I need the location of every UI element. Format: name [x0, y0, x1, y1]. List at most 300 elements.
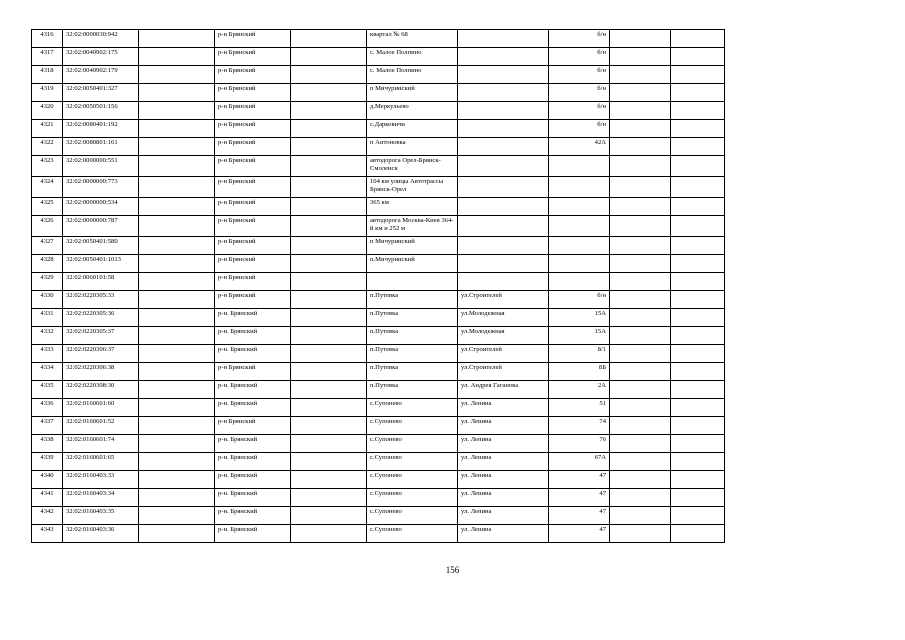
table-row	[32, 327, 725, 345]
blank-cell	[291, 327, 367, 345]
table-row	[32, 48, 725, 66]
district-cell: р-н Брянский	[215, 255, 291, 273]
table-row	[32, 291, 725, 309]
cadastral-number-cell: 32:02:0050401:1013	[63, 255, 139, 273]
row-number-cell: 4329	[32, 273, 63, 291]
street-cell: ул.Строителей	[458, 291, 549, 309]
blank-cell	[610, 273, 671, 291]
street-cell: ул. Андрея Гаганова	[458, 381, 549, 399]
house-number-cell	[549, 273, 610, 291]
blank-cell	[139, 48, 215, 66]
locality-cell: с.Супонево	[367, 435, 458, 453]
locality-cell: с.Супонево	[367, 453, 458, 471]
house-number-cell	[549, 198, 610, 216]
cadastral-number-cell: 32:02:0160601:52	[63, 417, 139, 435]
row-number-cell: 4318	[32, 66, 63, 84]
cadastral-number-cell: 32:02:0220308:30	[63, 381, 139, 399]
table-row	[32, 309, 725, 327]
blank-cell	[671, 177, 725, 198]
table-row	[32, 381, 725, 399]
district-cell: р-н Брянский	[215, 84, 291, 102]
cadastral-number-cell: 32:02:0220305:36	[63, 309, 139, 327]
blank-cell	[139, 177, 215, 198]
district-cell: р-н. Брянский	[215, 471, 291, 489]
row-number-cell: 4322	[32, 138, 63, 156]
house-number-cell: 15А	[549, 309, 610, 327]
blank-cell	[139, 309, 215, 327]
street-cell	[458, 66, 549, 84]
blank-cell	[671, 327, 725, 345]
blank-cell	[671, 291, 725, 309]
blank-cell	[139, 489, 215, 507]
house-number-cell: б/н	[549, 84, 610, 102]
blank-cell	[291, 255, 367, 273]
blank-cell	[671, 84, 725, 102]
blank-cell	[139, 471, 215, 489]
locality-cell: с.Супонево	[367, 399, 458, 417]
district-cell: р-н. Брянский	[215, 345, 291, 363]
row-number-cell: 4334	[32, 363, 63, 381]
district-cell: р-н Брянский	[215, 363, 291, 381]
house-number-cell	[549, 156, 610, 177]
house-number-cell: б/н	[549, 66, 610, 84]
table-row	[32, 177, 725, 198]
blank-cell	[610, 471, 671, 489]
house-number-cell: 47	[549, 471, 610, 489]
blank-cell	[610, 177, 671, 198]
table-row	[32, 399, 725, 417]
house-number-cell	[549, 216, 610, 237]
blank-cell	[610, 525, 671, 543]
table-row	[32, 138, 725, 156]
row-number-cell: 4339	[32, 453, 63, 471]
blank-cell	[139, 525, 215, 543]
house-number-cell: б/н	[549, 102, 610, 120]
row-number-cell: 4327	[32, 237, 63, 255]
blank-cell	[291, 309, 367, 327]
row-number-cell: 4324	[32, 177, 63, 198]
blank-cell	[610, 48, 671, 66]
district-cell: р-н. Брянский	[215, 381, 291, 399]
locality-cell: с.Супонево	[367, 525, 458, 543]
house-number-cell: 47	[549, 507, 610, 525]
blank-cell	[291, 399, 367, 417]
locality-cell: п Мичуринский	[367, 237, 458, 255]
row-number-cell: 4340	[32, 471, 63, 489]
house-number-cell: 74	[549, 417, 610, 435]
cadastral-number-cell: 32:02:0050501:156	[63, 102, 139, 120]
blank-cell	[610, 156, 671, 177]
district-cell: р-н. Брянский	[215, 453, 291, 471]
street-cell	[458, 216, 549, 237]
district-cell: р-н Брянский	[215, 291, 291, 309]
blank-cell	[291, 84, 367, 102]
blank-cell	[291, 156, 367, 177]
table-row	[32, 453, 725, 471]
row-number-cell: 4337	[32, 417, 63, 435]
street-cell	[458, 156, 549, 177]
street-cell: ул.Строителей	[458, 363, 549, 381]
locality-cell: п Мичуринский	[367, 84, 458, 102]
house-number-cell: б/н	[549, 48, 610, 66]
district-cell: р-н. Брянский	[215, 435, 291, 453]
blank-cell	[610, 309, 671, 327]
blank-cell	[671, 216, 725, 237]
cadastral-number-cell: 32:02:0060101:58	[63, 273, 139, 291]
blank-cell	[291, 471, 367, 489]
street-cell: ул. Ленина	[458, 435, 549, 453]
blank-cell	[291, 453, 367, 471]
district-cell: р-н. Брянский	[215, 489, 291, 507]
locality-cell: с.Супонево	[367, 507, 458, 525]
blank-cell	[291, 48, 367, 66]
street-cell: ул. Ленина	[458, 453, 549, 471]
cadastral-number-cell: 32:02:0220306:37	[63, 345, 139, 363]
locality-cell: п.Путевка	[367, 381, 458, 399]
blank-cell	[610, 417, 671, 435]
table-row	[32, 120, 725, 138]
table-row	[32, 507, 725, 525]
district-cell: р-н. Брянский	[215, 525, 291, 543]
row-number-cell: 4323	[32, 156, 63, 177]
blank-cell	[291, 216, 367, 237]
cadastral-number-cell: 32:02:0220305:33	[63, 291, 139, 309]
locality-cell: автодорога Орел-Брянск-Смоленск	[367, 156, 458, 177]
house-number-cell: б/н	[549, 30, 610, 48]
district-cell: р-н Брянский	[215, 273, 291, 291]
blank-cell	[610, 198, 671, 216]
street-cell: ул. Ленина	[458, 507, 549, 525]
blank-cell	[291, 138, 367, 156]
row-number-cell: 4343	[32, 525, 63, 543]
table-row	[32, 525, 725, 543]
house-number-cell: 15А	[549, 327, 610, 345]
blank-cell	[291, 381, 367, 399]
blank-cell	[139, 417, 215, 435]
blank-cell	[291, 177, 367, 198]
district-cell: р-н Брянский	[215, 30, 291, 48]
table-row	[32, 156, 725, 177]
locality-cell: п.Путевка	[367, 327, 458, 345]
blank-cell	[671, 255, 725, 273]
blank-cell	[139, 102, 215, 120]
blank-cell	[671, 471, 725, 489]
cadastral-number-cell: 32:02:0000000:787	[63, 216, 139, 237]
house-number-cell: 47	[549, 525, 610, 543]
blank-cell	[139, 156, 215, 177]
blank-cell	[139, 507, 215, 525]
locality-cell: п.Мичуринский	[367, 255, 458, 273]
table-row	[32, 345, 725, 363]
blank-cell	[671, 525, 725, 543]
locality-cell: с.Дарковичи	[367, 120, 458, 138]
table-row	[32, 102, 725, 120]
cadastral-number-cell: 32:02:0160403:36	[63, 525, 139, 543]
locality-cell: 365 км	[367, 198, 458, 216]
blank-cell	[291, 102, 367, 120]
locality-cell: д.Меркульево	[367, 102, 458, 120]
street-cell: ул.Строителей	[458, 345, 549, 363]
blank-cell	[610, 363, 671, 381]
table-row	[32, 435, 725, 453]
blank-cell	[671, 66, 725, 84]
blank-cell	[291, 273, 367, 291]
district-cell: р-н Брянский	[215, 48, 291, 66]
blank-cell	[671, 381, 725, 399]
blank-cell	[671, 30, 725, 48]
blank-cell	[671, 345, 725, 363]
district-cell: р-н Брянский	[215, 198, 291, 216]
blank-cell	[610, 84, 671, 102]
district-cell: р-н. Брянский	[215, 327, 291, 345]
row-number-cell: 4319	[32, 84, 63, 102]
blank-cell	[671, 138, 725, 156]
blank-cell	[610, 489, 671, 507]
blank-cell	[671, 102, 725, 120]
blank-cell	[610, 255, 671, 273]
blank-cell	[291, 489, 367, 507]
page-number: 156	[445, 565, 460, 575]
blank-cell	[139, 216, 215, 237]
street-cell	[458, 138, 549, 156]
row-number-cell: 4321	[32, 120, 63, 138]
street-cell	[458, 177, 549, 198]
locality-cell: п Антоновка	[367, 138, 458, 156]
table-row	[32, 255, 725, 273]
house-number-cell: 51	[549, 399, 610, 417]
blank-cell	[139, 120, 215, 138]
street-cell	[458, 30, 549, 48]
blank-cell	[610, 102, 671, 120]
house-number-cell: 2А	[549, 381, 610, 399]
registry-table	[31, 29, 725, 543]
blank-cell	[671, 237, 725, 255]
row-number-cell: 4320	[32, 102, 63, 120]
cadastral-number-cell: 32:02:0160403:33	[63, 471, 139, 489]
cadastral-number-cell: 32:02:0160601:60	[63, 399, 139, 417]
blank-cell	[610, 435, 671, 453]
district-cell: р-н Брянский	[215, 138, 291, 156]
street-cell	[458, 273, 549, 291]
street-cell	[458, 84, 549, 102]
district-cell: р-н Брянский	[215, 102, 291, 120]
blank-cell	[671, 273, 725, 291]
locality-cell: с. Малое Полпино	[367, 66, 458, 84]
cadastral-number-cell: 32:02:0000000:534	[63, 198, 139, 216]
locality-cell: п.Путевка	[367, 345, 458, 363]
row-number-cell: 4326	[32, 216, 63, 237]
row-number-cell: 4341	[32, 489, 63, 507]
row-number-cell: 4332	[32, 327, 63, 345]
blank-cell	[139, 399, 215, 417]
row-number-cell: 4316	[32, 30, 63, 48]
blank-cell	[610, 216, 671, 237]
cadastral-number-cell: 32:02:0160601:74	[63, 435, 139, 453]
blank-cell	[671, 399, 725, 417]
street-cell	[458, 120, 549, 138]
row-number-cell: 4338	[32, 435, 63, 453]
street-cell: ул. Ленина	[458, 471, 549, 489]
house-number-cell: 42А	[549, 138, 610, 156]
blank-cell	[291, 30, 367, 48]
blank-cell	[671, 417, 725, 435]
blank-cell	[291, 345, 367, 363]
blank-cell	[139, 453, 215, 471]
street-cell	[458, 102, 549, 120]
table-row	[32, 363, 725, 381]
table-row	[32, 66, 725, 84]
street-cell: ул.Молодежная	[458, 327, 549, 345]
locality-cell: п.Путевка	[367, 309, 458, 327]
blank-cell	[139, 237, 215, 255]
district-cell: р-н Брянский	[215, 417, 291, 435]
district-cell: р-н Брянский	[215, 66, 291, 84]
blank-cell	[610, 138, 671, 156]
street-cell	[458, 48, 549, 66]
blank-cell	[610, 30, 671, 48]
street-cell: ул. Ленина	[458, 399, 549, 417]
locality-cell: автодорога Москва-Киев 364-й км и 252 м	[367, 216, 458, 237]
cadastral-number-cell: 32:02:0080401:192	[63, 120, 139, 138]
blank-cell	[671, 453, 725, 471]
street-cell	[458, 198, 549, 216]
house-number-cell	[549, 237, 610, 255]
blank-cell	[671, 198, 725, 216]
locality-cell: с.Супонево	[367, 471, 458, 489]
house-number-cell: 76	[549, 435, 610, 453]
district-cell: р-н Брянский	[215, 237, 291, 255]
blank-cell	[291, 363, 367, 381]
cadastral-number-cell: 32:02:0050401:580	[63, 237, 139, 255]
row-number-cell: 4330	[32, 291, 63, 309]
row-number-cell: 4335	[32, 381, 63, 399]
cadastral-number-cell: 32:02:0160601:65	[63, 453, 139, 471]
blank-cell	[291, 198, 367, 216]
blank-cell	[671, 507, 725, 525]
cadastral-number-cell: 32:02:0080801:161	[63, 138, 139, 156]
blank-cell	[291, 291, 367, 309]
locality-cell: с. Малое Полпино	[367, 48, 458, 66]
blank-cell	[139, 363, 215, 381]
blank-cell	[671, 156, 725, 177]
blank-cell	[610, 381, 671, 399]
blank-cell	[291, 237, 367, 255]
district-cell: р-н Брянский	[215, 216, 291, 237]
blank-cell	[291, 417, 367, 435]
house-number-cell: б/н	[549, 291, 610, 309]
table-row	[32, 84, 725, 102]
blank-cell	[610, 291, 671, 309]
blank-cell	[139, 381, 215, 399]
table-row	[32, 198, 725, 216]
blank-cell	[671, 48, 725, 66]
blank-cell	[139, 84, 215, 102]
cadastral-number-cell: 32:02:0160403:34	[63, 489, 139, 507]
blank-cell	[671, 120, 725, 138]
blank-cell	[291, 507, 367, 525]
row-number-cell: 4317	[32, 48, 63, 66]
street-cell	[458, 255, 549, 273]
table-row	[32, 30, 725, 48]
blank-cell	[671, 435, 725, 453]
street-cell: ул. Ленина	[458, 489, 549, 507]
cadastral-number-cell: 32:02:0220305:37	[63, 327, 139, 345]
locality-cell: п.Путевка	[367, 363, 458, 381]
table-row	[32, 216, 725, 237]
blank-cell	[610, 237, 671, 255]
district-cell: р-н Брянский	[215, 120, 291, 138]
row-number-cell: 4331	[32, 309, 63, 327]
blank-cell	[139, 435, 215, 453]
house-number-cell: б/н	[549, 120, 610, 138]
locality-cell: 104 км улицы Автотрассы Брянск-Орел	[367, 177, 458, 198]
blank-cell	[139, 291, 215, 309]
cadastral-number-cell: 32:02:0220306:38	[63, 363, 139, 381]
row-number-cell: 4342	[32, 507, 63, 525]
locality-cell	[367, 273, 458, 291]
blank-cell	[139, 255, 215, 273]
table-row	[32, 417, 725, 435]
blank-cell	[610, 327, 671, 345]
district-cell: р-н. Брянский	[215, 399, 291, 417]
house-number-cell: 67А	[549, 453, 610, 471]
street-cell	[458, 237, 549, 255]
blank-cell	[139, 30, 215, 48]
house-number-cell	[549, 177, 610, 198]
cadastral-number-cell: 32:02:0000000:773	[63, 177, 139, 198]
blank-cell	[610, 66, 671, 84]
blank-cell	[610, 120, 671, 138]
district-cell: р-н. Брянский	[215, 507, 291, 525]
locality-cell: с.Супонево	[367, 489, 458, 507]
locality-cell: с.Супонево	[367, 417, 458, 435]
blank-cell	[139, 327, 215, 345]
blank-cell	[610, 345, 671, 363]
blank-cell	[139, 198, 215, 216]
locality-cell: квартал № 68	[367, 30, 458, 48]
row-number-cell: 4333	[32, 345, 63, 363]
blank-cell	[291, 66, 367, 84]
blank-cell	[139, 66, 215, 84]
district-cell: р-н Брянский	[215, 156, 291, 177]
blank-cell	[291, 120, 367, 138]
table-row	[32, 273, 725, 291]
cadastral-number-cell: 32:02:0050401:327	[63, 84, 139, 102]
house-number-cell: 8Б	[549, 363, 610, 381]
street-cell: ул.Молодежная	[458, 309, 549, 327]
cadastral-number-cell: 32:02:0000000:551	[63, 156, 139, 177]
house-number-cell	[549, 255, 610, 273]
blank-cell	[671, 489, 725, 507]
row-number-cell: 4325	[32, 198, 63, 216]
table-row	[32, 237, 725, 255]
cadastral-number-cell: 32:02:0160403:35	[63, 507, 139, 525]
blank-cell	[671, 363, 725, 381]
cadastral-number-cell: 32:02:0040902:179	[63, 66, 139, 84]
blank-cell	[139, 273, 215, 291]
blank-cell	[610, 399, 671, 417]
blank-cell	[139, 345, 215, 363]
blank-cell	[291, 435, 367, 453]
table-row	[32, 489, 725, 507]
district-cell: р-н Брянский	[215, 177, 291, 198]
locality-cell: п.Путевка	[367, 291, 458, 309]
cadastral-number-cell: 32:02:0000030:942	[63, 30, 139, 48]
blank-cell	[291, 525, 367, 543]
street-cell: ул. Ленина	[458, 525, 549, 543]
blank-cell	[610, 507, 671, 525]
table-row	[32, 471, 725, 489]
